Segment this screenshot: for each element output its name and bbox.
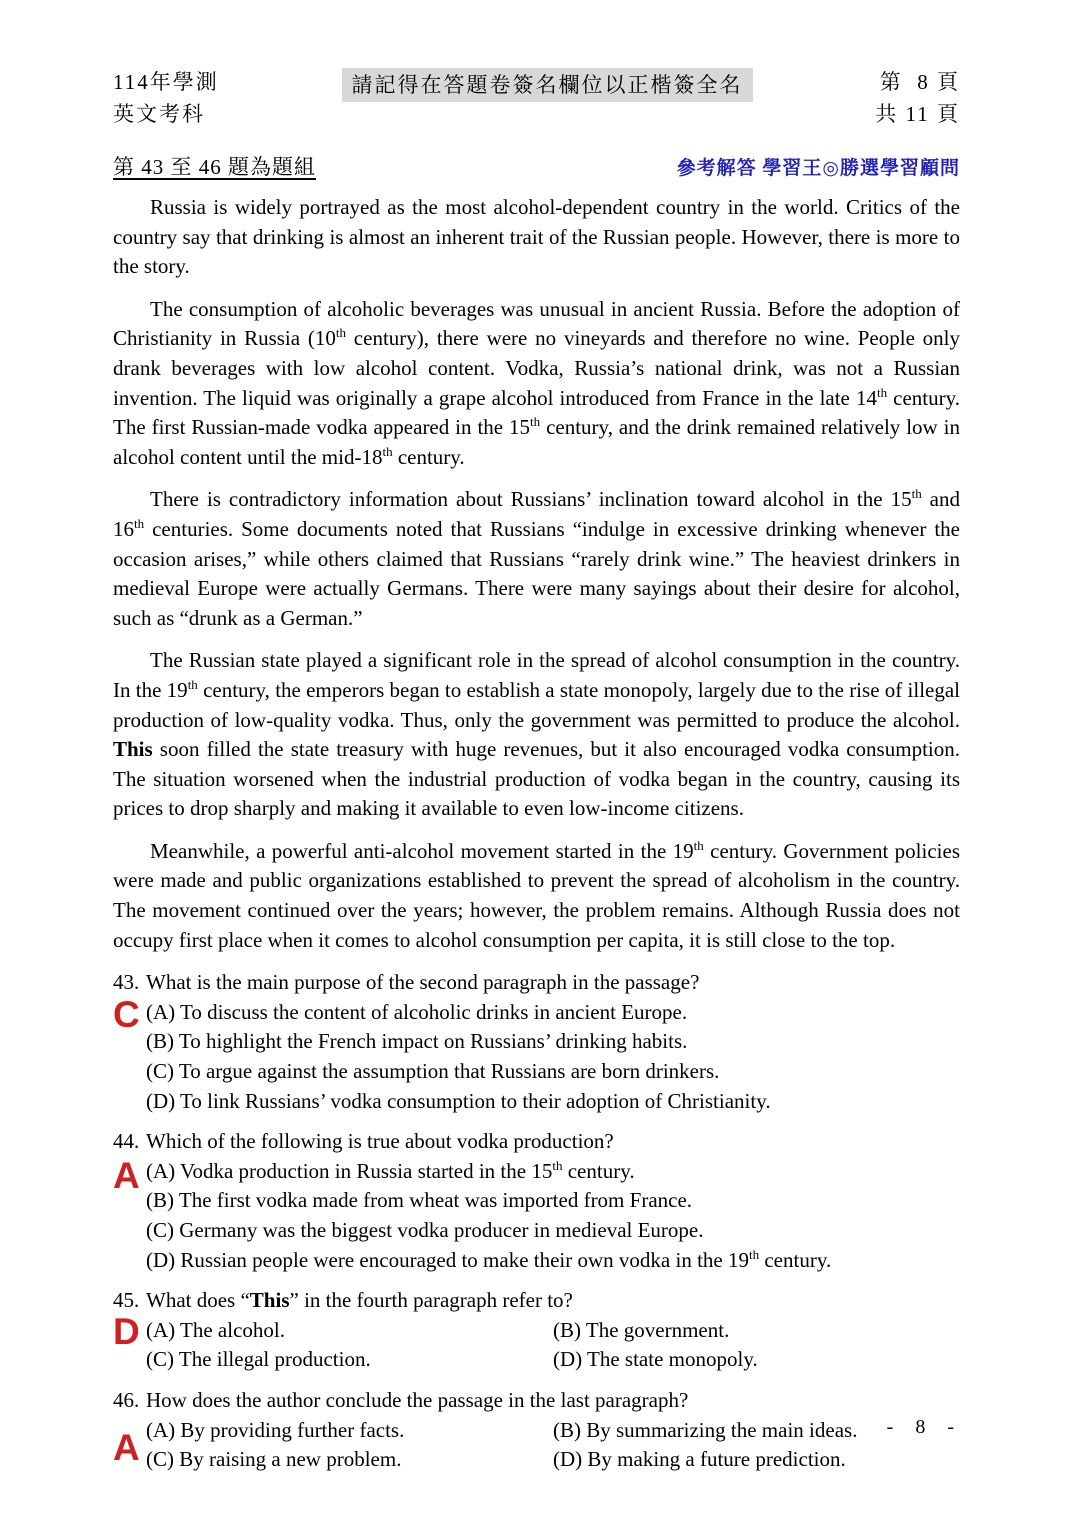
option-b: (B) The first vodka made from wheat was imported from France.: [146, 1188, 693, 1213]
exam-year-label: 114年學測: [113, 70, 219, 94]
option-c: (C) By raising a new problem.: [146, 1447, 402, 1472]
header-exam-info: [113, 66, 219, 130]
option-c: (C) The illegal production.: [146, 1347, 371, 1372]
passage-paragraph-3: There is contradictory information about Russians’ inclination toward alcohol in the 15th and 16th centuries. Some documents noted that Russians “indulge in excessive drinking whenever the occasion arises,” while others claimed that Russians “rarely drink wine.” The heaviest drinkers in medieval Europe were actually Germans. There were many sayings about their desire for alcohol, such as “drunk as a German.”: [113, 486, 961, 630]
passage-paragraph-1: Russia is widely portrayed as the most alcohol-dependent country in the world. Critics of the country say that drinking is almost an inherent trait of the Russian people. However, there is more to the story.: [113, 195, 960, 279]
question-number: 43.: [113, 970, 140, 995]
page-number-total: 共 11 頁: [875, 102, 960, 126]
handwritten-answer-mark: A: [113, 1426, 140, 1468]
question-43: [113, 968, 960, 1116]
question-number: 45.: [113, 1288, 140, 1313]
answer-key-credit: 參考解答 學習王◎勝選學習顧問: [676, 158, 960, 179]
question-46-options: [113, 1416, 960, 1475]
reading-passage: [113, 193, 960, 955]
page-number-current: 第 8 頁: [879, 70, 960, 94]
option-b: (B) To highlight the French impact on Russians’ drinking habits.: [146, 1029, 688, 1054]
option-a: (A) By providing further facts.: [146, 1417, 405, 1442]
question-45-options: [113, 1310, 960, 1375]
option-d: (D) To link Russians’ vodka consumption to their adoption of Christianity.: [146, 1088, 771, 1113]
handwritten-answer-mark: C: [113, 993, 140, 1035]
question-44: [113, 1127, 960, 1275]
question-43-stem-row: [113, 968, 960, 998]
question-44-options: [113, 1154, 960, 1275]
question-43-options: [113, 993, 960, 1116]
question-number: 44.: [113, 1129, 140, 1154]
option-a: (A) Vodka production in Russia started in the 15th century.: [146, 1157, 635, 1183]
question-stem: How does the author conclude the passage in the last paragraph?: [146, 1387, 689, 1412]
option-d: (D) By making a future prediction.: [553, 1447, 846, 1472]
question-stem: What does “This” in the fourth paragraph refer to?: [146, 1288, 573, 1313]
exam-subject-label: 英文考科: [113, 102, 205, 126]
question-45: [113, 1286, 960, 1375]
option-d: (D) The state monopoly.: [553, 1347, 758, 1372]
option-c: (C) To argue against the assumption that Russians are born drinkers.: [146, 1059, 720, 1084]
footer-page-indicator: - 8 -: [886, 1416, 958, 1438]
question-number: 46.: [113, 1387, 140, 1412]
question-45-stem-row: [113, 1286, 960, 1316]
option-b: (B) The government.: [553, 1317, 730, 1342]
question-list: [113, 968, 960, 1475]
handwritten-answer-mark: D: [113, 1310, 140, 1352]
option-c: (C) Germany was the biggest vodka producer in medieval Europe.: [146, 1218, 704, 1242]
page-header: [113, 66, 960, 130]
question-group-title: 第 43 至 46 題為題組: [113, 155, 316, 179]
header-page-info: [875, 66, 960, 130]
option-b: (B) By summarizing the main ideas.: [553, 1417, 858, 1442]
passage-paragraph-5: Meanwhile, a powerful anti-alcohol movement started in the 19th century. Government policies were made and public organizations established to prevent the spread of alcoholism in the country. The movement continued over the years; however, the problem remains. Although Russia does not occupy first place when it comes to alcohol consumption per capita, it is still close to the top.: [113, 837, 960, 952]
passage-paragraph-2: The consumption of alcoholic beverages was unusual in ancient Russia. Before the adoption of Christianity in Russia (10th century), there were no vineyards and therefore no wine. People only drank beverages with low alcohol content. Vodka, Russia’s national drink, was not a Russian invention. The liquid was originally a grape alcohol introduced from France in the late 14th century. The first Russian-made vodka appeared in the 15th century, and the drink remained relatively low in alcohol content until the mid-18th century.: [113, 296, 961, 469]
passage-paragraph-4: The Russian state played a significant role in the spread of alcohol consumption in the country. In the 19th century, the emperors began to establish a state monopoly, largely due to the rise of illegal production of low-quality vodka. Thus, only the government was permitted to produce the alcohol. This soon filled the state treasury with huge revenues, but it also encouraged vodka consumption. The situation worsened when the industrial production of vodka began in the country, causing its prices to drop sharply and making it available to even low-income citizens.: [113, 648, 961, 821]
option-a: (A) The alcohol.: [146, 1317, 285, 1342]
signature-notice: 請記得在答題卷簽名欄位以正楷簽全名: [342, 68, 753, 102]
question-46-stem-row: [113, 1386, 960, 1416]
question-stem: Which of the following is true about vodka production?: [146, 1129, 614, 1154]
question-44-stem-row: [113, 1127, 960, 1157]
handwritten-answer-mark: A: [113, 1154, 140, 1196]
option-d: (D) Russian people were encouraged to make their own vodka in the 19th century.: [146, 1246, 832, 1272]
question-stem: What is the main purpose of the second paragraph in the passage?: [146, 970, 700, 995]
question-46: [113, 1386, 960, 1475]
section-header-row: [113, 151, 960, 181]
option-a: (A) To discuss the content of alcoholic drinks in ancient Europe.: [146, 999, 688, 1024]
